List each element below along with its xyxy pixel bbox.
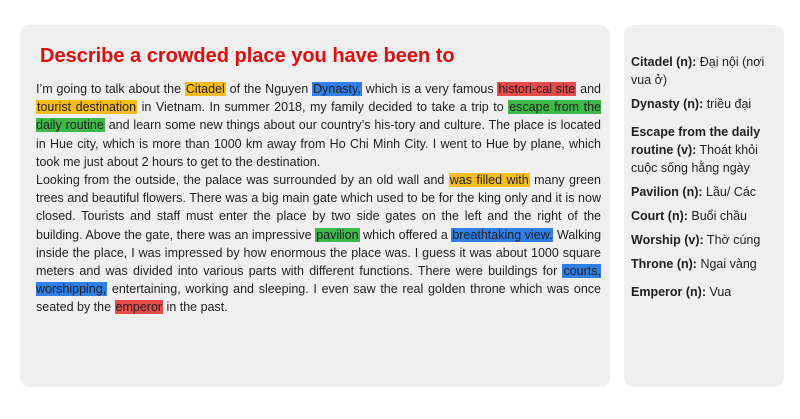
vocabulary-term: Dynasty (n):	[631, 97, 704, 111]
vocabulary-term: Pavilion (n):	[631, 185, 703, 199]
passage-text: in the past.	[163, 300, 228, 315]
vocabulary-term: Citadel (n):	[631, 55, 697, 69]
paragraph-2	[36, 171, 601, 317]
vocabulary-item	[631, 231, 781, 249]
vocabulary-meaning: Thoát khỏi cuộc sống hằng ngày	[631, 143, 758, 175]
highlighted-phrase: emperor	[115, 300, 163, 315]
passage-text: many green trees and beautiful flowers. There was a big main gate which used to be for the king only and it is now closed. Tourists and staff must enter the place by two side gates on the left and the right of the building. Above the gate, there was an impressive	[36, 173, 602, 242]
vocabulary-term: Worship (v):	[631, 233, 704, 247]
highlighted-phrase: tourist destination	[37, 100, 137, 115]
essay-title: Describe a crowded place you have been to	[40, 45, 455, 67]
vocabulary-term: Court (n):	[631, 209, 688, 223]
essay-card	[20, 25, 610, 387]
highlighted-phrase: breathtaking view.	[452, 227, 553, 242]
vocabulary-meaning: Lầu/ Các	[702, 185, 757, 199]
vocabulary-term: Throne (n):	[631, 257, 697, 271]
passage-text: and learn some new things about our country’s his-tory and culture. The place is located in Hue city, which is more than 1000 km away from Ho Chi Minh City. I went to Hue by plane, which took me just about 2 hours to get to the destination.	[36, 118, 601, 169]
vocabulary-meaning: Thờ cúng	[703, 233, 761, 247]
highlighted-phrase: pavilion	[316, 227, 359, 242]
paragraph-1	[36, 80, 601, 171]
essay-passage	[36, 80, 601, 317]
vocabulary-item	[631, 207, 781, 225]
highlighted-phrase: courts, worshipping,	[36, 264, 601, 297]
highlighted-phrase: was filled with	[449, 173, 529, 188]
passage-text: and	[576, 82, 601, 96]
passage-text: Walking inside the place, I was impressed by how enormous the place was. I guess it was about 1000 square meters and was divided into various parts with different functions. There were buildings for	[36, 227, 602, 279]
highlighted-phrase: escape from the daily routine	[36, 100, 601, 133]
passage-text: Looking from the outside, the palace was surrounded by an old wall and	[36, 173, 449, 188]
highlighted-phrase: Citadel	[185, 82, 225, 96]
highlighted-phrase: histori-cal site	[498, 82, 576, 96]
vocabulary-item	[631, 53, 781, 89]
vocabulary-card	[624, 25, 784, 387]
highlighted-phrase: Dynasty,	[313, 82, 361, 96]
passage-text: which is a very famous	[361, 82, 498, 96]
vocabulary-item	[631, 123, 781, 177]
passage-text: entertaining, working and sleeping. I even saw the real golden throne which was once seated by the	[36, 282, 601, 315]
passage-text: which offered a	[359, 227, 452, 242]
vocabulary-item	[631, 283, 781, 301]
vocabulary-meaning: Buổi chầu	[687, 209, 747, 223]
vocabulary-item	[631, 183, 781, 201]
vocabulary-term: Emperor (n):	[631, 285, 706, 299]
passage-text: of the Nguyen	[225, 82, 313, 96]
vocabulary-meaning: triều đại	[703, 97, 752, 111]
vocabulary-term: Escape from the daily routine (v):	[631, 125, 761, 157]
vocabulary-item	[631, 95, 781, 113]
vocabulary-list	[631, 53, 781, 307]
passage-text: in Vietnam. In summer 2018, my family decided to take a trip to	[137, 100, 509, 115]
vocabulary-meaning: Đại nội (nơi vua ở)	[631, 55, 765, 87]
vocabulary-meaning: Ngai vàng	[696, 257, 757, 271]
vocabulary-meaning: Vua	[706, 285, 732, 299]
passage-text: I’m going to talk about the	[36, 82, 185, 96]
vocabulary-item	[631, 255, 781, 273]
